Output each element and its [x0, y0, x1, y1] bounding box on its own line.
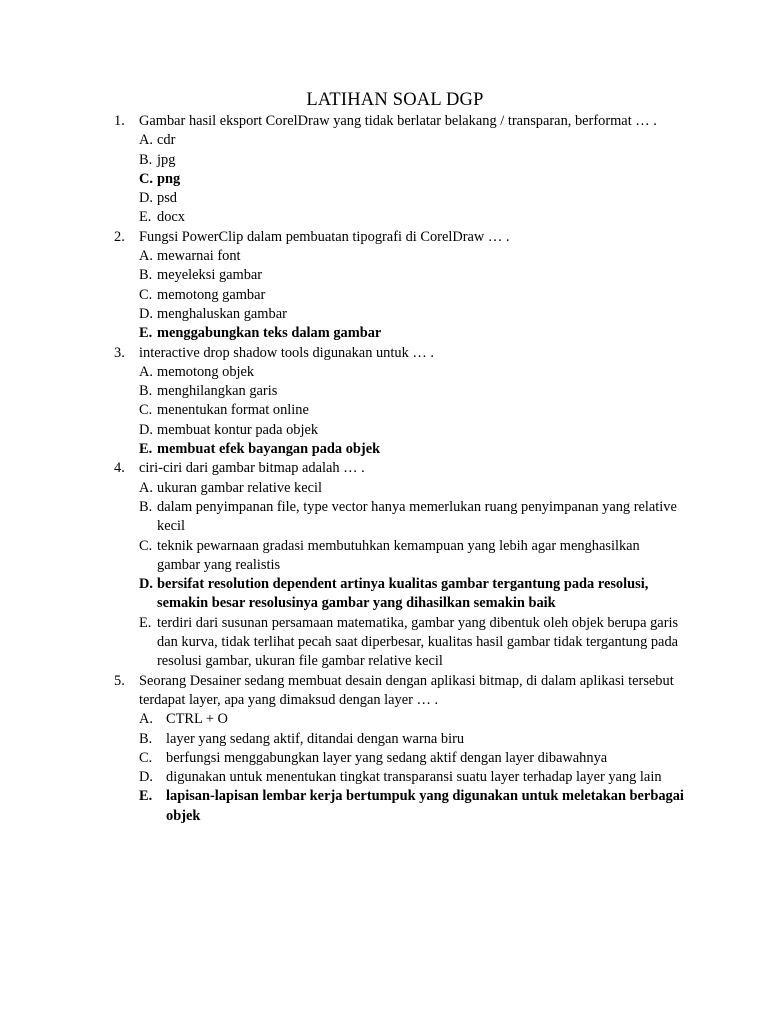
option-letter: A.: [139, 363, 153, 380]
option-text: layer yang sedang aktif, ditandai dengan warna biru: [166, 730, 465, 747]
option-text: menentukan format online: [157, 402, 309, 419]
option-text: membuat efek bayangan pada objek: [157, 441, 381, 458]
option-text: digunakan untuk menentukan tingkat transparansi suatu layer terhadap layer yang lain: [166, 769, 662, 786]
option-text: jpg: [157, 151, 176, 168]
option-letter: B.: [139, 730, 153, 747]
option-letter: A.: [139, 479, 153, 496]
option-text: CTRL + O: [166, 711, 228, 728]
option-letter: C.: [139, 749, 153, 766]
option-letter: A.: [139, 248, 153, 265]
option-item: [139, 208, 684, 227]
option-list: [139, 363, 684, 459]
option-item: [139, 768, 684, 787]
question-text: interactive drop shadow tools digunakan untuk … .: [139, 344, 434, 361]
option-letter: C.: [139, 286, 153, 303]
option-item: [139, 131, 684, 150]
option-text: menghilangkan garis: [157, 383, 278, 400]
option-item: [139, 363, 684, 382]
question-item: [114, 228, 684, 344]
question-text: Seorang Desainer sedang membuat desain dengan aplikasi bitmap, di dalam aplikasi tersebut terdapat layer, apa yang dimaksud dengan layer … .: [139, 672, 674, 708]
option-item: [139, 421, 684, 440]
option-text: berfungsi menggabungkan layer yang sedang aktif dengan layer dibawahnya: [166, 749, 608, 766]
option-text: cdr: [157, 132, 176, 149]
option-letter: D.: [139, 305, 153, 322]
question-text: Gambar hasil eksport CorelDraw yang tidak berlatar belakang / transparan, berformat … .: [139, 113, 657, 129]
option-item: [139, 286, 684, 305]
option-letter: C.: [139, 537, 153, 554]
option-letter: D.: [139, 576, 153, 593]
question-item: [114, 672, 684, 826]
question-item: [114, 459, 684, 671]
question-text: ciri-ciri dari gambar bitmap adalah … .: [139, 460, 365, 477]
option-item: [139, 614, 684, 672]
option-item: [139, 730, 684, 749]
option-item-correct: [139, 575, 684, 614]
option-letter: C.: [139, 170, 153, 187]
question-number: 5.: [114, 672, 125, 689]
question-list: [114, 112, 684, 826]
option-text: png: [157, 170, 181, 187]
option-letter: A.: [139, 132, 153, 149]
option-letter: B.: [139, 383, 153, 400]
option-text: meyeleksi gambar: [157, 267, 263, 284]
option-item-correct: [139, 170, 684, 189]
option-text: memotong objek: [157, 363, 255, 380]
option-text: bersifat resolution dependent artinya kualitas gambar tergantung pada resolusi, semakin besar resolusinya gambar yang dihasilkan semakin baik: [157, 576, 649, 612]
question-number: 3.: [114, 344, 125, 361]
option-item: [139, 710, 684, 729]
option-item-correct: [139, 787, 684, 826]
option-item-correct: [139, 324, 684, 343]
option-text: teknik pewarnaan gradasi membutuhkan kemampuan yang lebih agar menghasilkan gambar yang realistis: [157, 537, 640, 573]
option-letter: C.: [139, 402, 153, 419]
option-letter: D.: [139, 769, 153, 786]
option-letter: E.: [139, 209, 152, 226]
option-letter: E.: [139, 788, 153, 805]
option-list: [139, 710, 684, 826]
question-number: 2.: [114, 228, 125, 245]
option-text: ukuran gambar relative kecil: [157, 479, 323, 496]
option-letter: B.: [139, 267, 153, 284]
option-letter: A.: [139, 711, 153, 728]
option-item: [139, 479, 684, 498]
option-item: [139, 266, 684, 285]
option-letter: D.: [139, 421, 153, 438]
option-item: [139, 537, 684, 576]
option-letter: E.: [139, 325, 153, 342]
option-letter: E.: [139, 614, 152, 631]
option-item-correct: [139, 440, 684, 459]
option-text: lapisan-lapisan lembar kerja bertumpuk yang digunakan untuk meletakan berbagai objek: [166, 788, 684, 824]
option-item: [139, 247, 684, 266]
option-text: psd: [157, 190, 177, 207]
option-list: [139, 247, 684, 343]
option-text: docx: [157, 209, 185, 226]
question-text: Fungsi PowerClip dalam pembuatan tipografi di CorelDraw … .: [139, 228, 510, 245]
option-letter: E.: [139, 441, 153, 458]
option-item: [139, 382, 684, 401]
question-number: 1.: [114, 113, 125, 129]
option-letter: B.: [139, 151, 153, 168]
option-text: memotong gambar: [157, 286, 266, 303]
option-text: menggabungkan teks dalam gambar: [157, 325, 382, 342]
option-item: [139, 151, 684, 170]
option-list: [139, 479, 684, 672]
option-list: [139, 131, 684, 227]
option-item: [139, 189, 684, 208]
option-item: [139, 401, 684, 420]
option-item: [139, 498, 684, 537]
question-number: 4.: [114, 460, 125, 477]
option-text: mewarnai font: [157, 248, 241, 265]
question-item: [114, 344, 684, 460]
option-text: dalam penyimpanan file, type vector hanya memerlukan ruang penyimpanan yang relative kecil: [157, 498, 677, 535]
option-text: menghaluskan gambar: [157, 305, 287, 322]
page-title: LATIHAN SOAL DGP: [306, 90, 484, 110]
question-item: [114, 112, 684, 228]
option-item: [139, 305, 684, 324]
option-letter: B.: [139, 498, 153, 515]
option-text: membuat kontur pada objek: [157, 421, 319, 438]
option-item: [139, 749, 684, 768]
option-text: terdiri dari susunan persamaan matematika, gambar yang dibentuk oleh objek berupa garis dan kurva, tidak terlihat pecah saat diperbesar, kualitas hasil gambar tidak tergantung pada resolusi gambar, ukuran file gambar relative kecil: [157, 614, 679, 670]
option-letter: D.: [139, 190, 153, 207]
